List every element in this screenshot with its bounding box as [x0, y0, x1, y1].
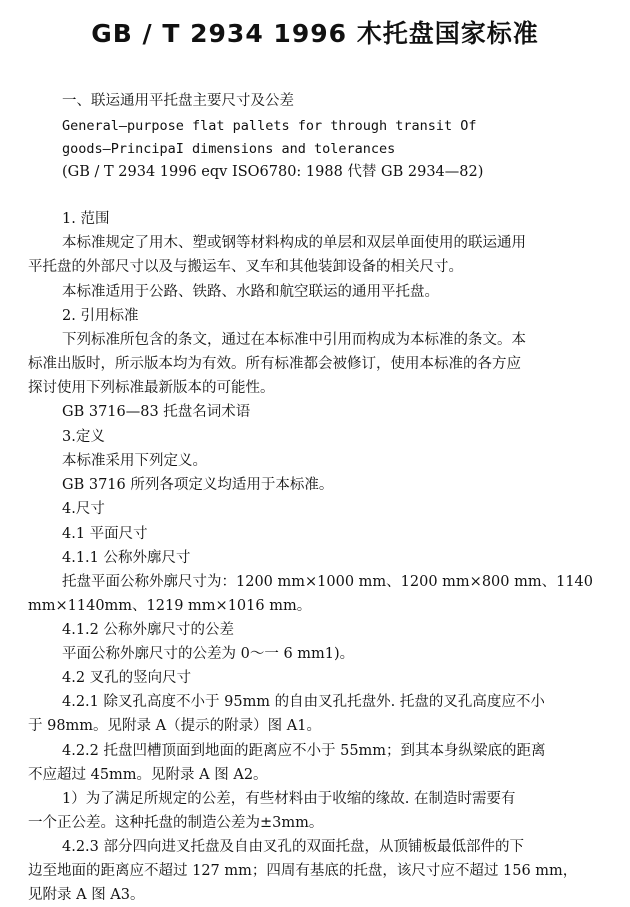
- english-title-line-1: General—purpose flat pallets for through transit Of: [62, 118, 477, 134]
- section-4-2-3-line-2: 边至地面的距离应不超过 127 mm；四周有基底的托盘，该尺寸应不超过 156 mm，: [28, 863, 578, 879]
- section-4-2-2-line-2: 不应超过 45mm。见附录 A 图 A2。: [28, 767, 268, 783]
- section-heading-1: 一、联运通用平托盘主要尺寸及公差: [62, 93, 294, 109]
- section-1-paragraph-2: 本标准适用于公路、铁路、水路和航空联运的通用平托盘。: [62, 284, 439, 300]
- section-4-2-3-line-1: 4.2.3 部分四向进叉托盘及自由叉孔的双面托盘，从顶铺板最低部件的下: [62, 839, 525, 855]
- section-1-paragraph-line-1: 本标准规定了用木、塑或钢等材料构成的单层和双层单面使用的联运通用: [62, 235, 526, 251]
- section-1-title: 1. 范围: [62, 211, 110, 227]
- english-title-line-2: goods—PrincipaI dimensions and tolerances: [62, 141, 396, 157]
- section-4-1-1-paragraph-line-2: mm×1140mm、1219 mm×1016 mm。: [28, 598, 312, 614]
- footnote-line-1: 1）为了满足所规定的公差，有些材料由于收缩的缘故. 在制造时需要有: [62, 791, 516, 807]
- section-4-1-2-title: 4.1.2 公称外廓尺寸的公差: [62, 622, 235, 638]
- document-title: GB / T 2934 1996 木托盘国家标准: [91, 19, 539, 48]
- section-3-paragraph-2: GB 3716 所列各项定义均适用于本标准。: [62, 477, 334, 493]
- section-4-title: 4.尺寸: [62, 501, 105, 517]
- section-4-1-title: 4.1 平面尺寸: [62, 526, 148, 542]
- section-2-reference: GB 3716—83 托盘名词术语: [62, 404, 251, 420]
- section-4-2-1-line-1: 4.2.1 除叉孔高度不小于 95mm 的自由叉孔托盘外. 托盘的叉孔高度应不小: [62, 694, 545, 710]
- section-4-2-3-line-3: 见附录 A 图 A3。: [28, 887, 145, 903]
- section-4-2-1-line-2: 于 98mm。见附录 A（提示的附录）图 A1。: [28, 718, 321, 734]
- section-2-paragraph-line-1: 下列标准所包含的条文，通过在本标准中引用而构成为本标准的条文。本: [62, 332, 526, 348]
- section-2-title: 2. 引用标准: [62, 308, 139, 324]
- section-3-paragraph-1: 本标准采用下列定义。: [62, 453, 207, 469]
- section-4-2-title: 4.2 叉孔的竖向尺寸: [62, 670, 192, 686]
- section-4-1-2-paragraph: 平面公称外廓尺寸的公差为 0〜一 6 mm1)。: [62, 646, 355, 662]
- standard-reference: (GB / T 2934 1996 eqv ISO6780: 1988 代替 GB 2934—82): [62, 164, 484, 180]
- section-2-paragraph-line-2: 标准出版时，所示版本均为有效。所有标准都会被修订，使用本标准的各方应: [28, 356, 521, 372]
- section-4-1-1-paragraph-line-1: 托盘平面公称外廓尺寸为：1200 mm×1000 mm、1200 mm×800 mm、1140: [62, 574, 594, 590]
- section-4-2-2-line-1: 4.2.2 托盘凹槽顶面到地面的距离应不小于 55mm；到其本身纵梁底的距离: [62, 743, 546, 759]
- section-3-title: 3.定义: [62, 429, 105, 445]
- section-1-paragraph-line-2: 平托盘的外部尺寸以及与搬运车、叉车和其他装卸设备的相关尺寸。: [28, 259, 463, 275]
- section-4-1-1-title: 4.1.1 公称外廓尺寸: [62, 550, 191, 566]
- footnote-line-2: 一个正公差。这种托盘的制造公差为±3mm。: [28, 815, 324, 831]
- section-2-paragraph-line-3: 探讨使用下列标准最新版本的可能性。: [28, 380, 275, 396]
